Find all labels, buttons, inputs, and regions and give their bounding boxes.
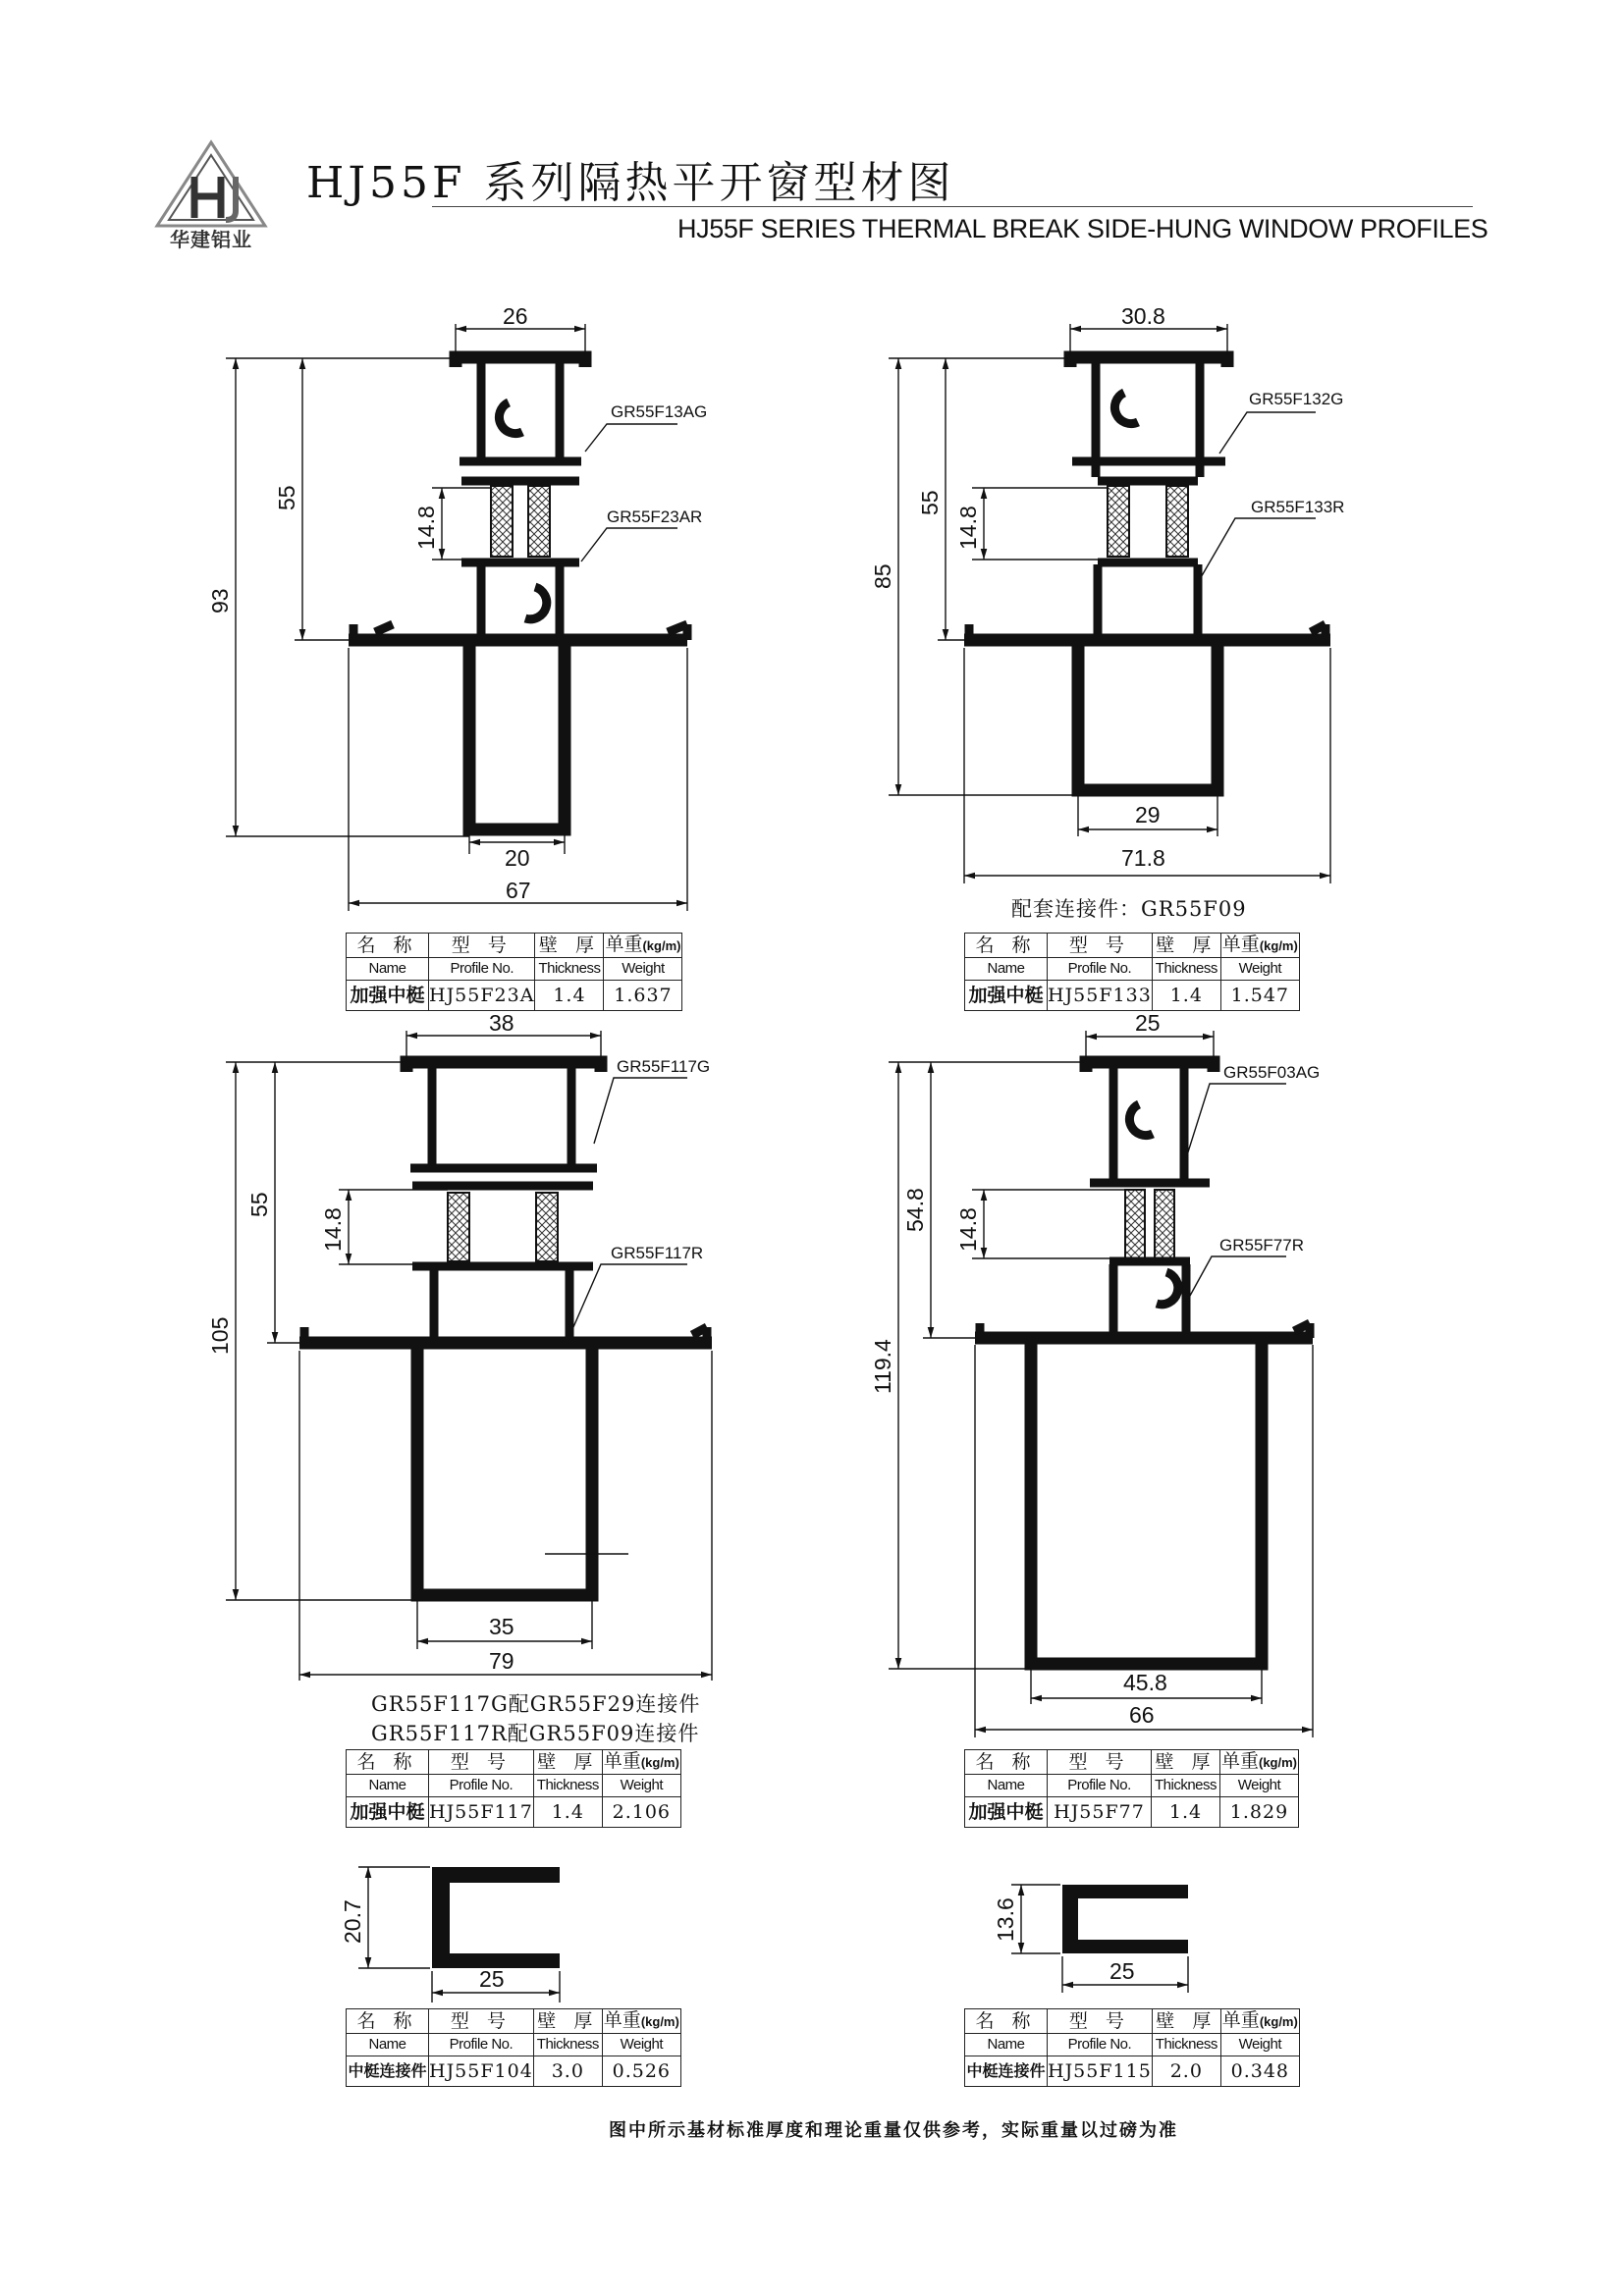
logo-text: 华建铝业 (170, 228, 252, 251)
th-profile-en: Profile No. (429, 958, 535, 981)
th-profile-en: Profile No. (1048, 2034, 1153, 2056)
th-thickness-en: Thickness (1152, 1775, 1220, 1797)
th-name-cn: 名 称 (965, 2009, 1048, 2034)
p1-strip-label-bottom: GR55F23AR (607, 507, 703, 526)
cell-weight: 0.526 (602, 2056, 680, 2087)
th-thickness-cn: 壁 厚 (533, 1750, 602, 1775)
p1-dim-strip: 14.8 (413, 506, 439, 550)
cell-name: 中梃连接件 (347, 2056, 429, 2087)
th-weight-en: Weight (1220, 2034, 1299, 2056)
th-thickness-cn: 壁 厚 (533, 2009, 602, 2034)
th-weight-cn: 单重(kg/m) (604, 934, 682, 958)
th-name-cn: 名 称 (347, 1750, 429, 1775)
th-thickness-cn: 壁 厚 (1152, 2009, 1220, 2034)
p4-dim-bottom-inner: 45.8 (1123, 1670, 1167, 1695)
p5-dim-width: 25 (479, 1966, 505, 1992)
cell-name: 加强中梃 (347, 981, 429, 1011)
p1-dim-bottom-total: 67 (506, 878, 531, 903)
cell-name: 加强中梃 (965, 981, 1048, 1011)
th-name-en: Name (965, 2034, 1048, 2056)
profile-1-drawing (207, 303, 707, 911)
th-profile-cn: 型 号 (1048, 2009, 1153, 2034)
p1-dim-top: 26 (503, 303, 528, 329)
cell-weight: 1.637 (604, 981, 682, 1011)
p2-dim-strip: 14.8 (955, 506, 981, 550)
p2-dim-height-total: 85 (870, 563, 895, 589)
cell-weight: 2.106 (602, 1797, 680, 1828)
cell-profile-no: HJ55F104 (429, 2056, 534, 2087)
cell-profile-no: HJ55F115 (1048, 2056, 1153, 2087)
spec-table-2 (964, 933, 1300, 1011)
th-profile-cn: 型 号 (429, 1750, 534, 1775)
th-weight-en: Weight (1220, 1775, 1299, 1797)
th-profile-en: Profile No. (1048, 958, 1153, 981)
profile-3-drawing (207, 1010, 712, 1681)
p3-dim-height-upper: 55 (246, 1192, 272, 1217)
cell-name: 加强中梃 (965, 1797, 1048, 1828)
th-profile-cn: 型 号 (1048, 934, 1153, 958)
page-title: HJ55F 系列隔热平开窗型材图 (306, 158, 955, 208)
th-name-en: Name (347, 958, 429, 981)
spec-table-6 (964, 2008, 1300, 2087)
p4-dim-top: 25 (1135, 1010, 1161, 1036)
spec-table-3 (346, 1749, 681, 1828)
th-thickness-cn: 壁 厚 (535, 934, 604, 958)
th-profile-cn: 型 号 (1048, 1750, 1152, 1775)
p4-strip-label-bottom: GR55F77R (1219, 1236, 1304, 1255)
p1-strip-label-top: GR55F13AG (611, 402, 708, 421)
th-name-en: Name (965, 958, 1048, 981)
cell-weight: 1.829 (1220, 1797, 1299, 1828)
th-thickness-en: Thickness (533, 2034, 602, 2056)
cell-profile-no: HJ55F77 (1048, 1797, 1152, 1828)
profile-2-drawing (870, 303, 1344, 883)
cell-thickness: 1.4 (1152, 1797, 1220, 1828)
th-thickness-en: Thickness (1152, 2034, 1220, 2056)
th-profile-en: Profile No. (429, 2034, 534, 2056)
th-name-cn: 名 称 (347, 934, 429, 958)
cell-profile-no: HJ55F117 (429, 1797, 534, 1828)
p3-strip-label-top: GR55F117G (617, 1057, 711, 1076)
cell-name: 中梃连接件 (965, 2056, 1048, 2087)
p3-connector-note-1: GR55F117G配GR55F29连接件 (371, 1692, 701, 1716)
p4-dim-height-total: 119.4 (870, 1339, 895, 1394)
p2-connector-note: 配套连接件：GR55F09 (1011, 897, 1247, 921)
cell-thickness: 1.4 (533, 1797, 602, 1828)
p3-dim-bottom-inner: 35 (489, 1614, 514, 1639)
p4-dim-height-upper: 54.8 (902, 1188, 928, 1232)
p2-dim-bottom-inner: 29 (1135, 802, 1161, 828)
spec-table-1 (346, 933, 682, 1011)
cell-thickness: 1.4 (535, 981, 604, 1011)
th-weight-cn: 单重(kg/m) (602, 1750, 680, 1775)
th-name-cn: 名 称 (965, 1750, 1048, 1775)
cell-profile-no: HJ55F133 (1048, 981, 1153, 1011)
profile-5-drawing (340, 1867, 560, 2002)
th-name-en: Name (347, 1775, 429, 1797)
p4-dim-strip: 14.8 (955, 1207, 981, 1252)
p1-dim-height-total: 93 (207, 588, 233, 614)
cell-name: 加强中梃 (347, 1797, 429, 1828)
th-profile-cn: 型 号 (429, 934, 535, 958)
p1-dim-height-upper: 55 (274, 485, 299, 510)
p4-strip-label-top: GR55F03AG (1223, 1063, 1321, 1082)
p5-dim-height: 20.7 (340, 1899, 365, 1944)
spec-table-4 (964, 1749, 1299, 1828)
th-weight-cn: 单重(kg/m) (1220, 1750, 1299, 1775)
spec-table-5 (346, 2008, 681, 2087)
th-weight-en: Weight (1220, 958, 1299, 981)
p2-strip-label-top: GR55F132G (1249, 390, 1344, 408)
footer-disclaimer: 图中所示基材标准厚度和理论重量仅供参考，实际重量以过磅为准 (609, 2120, 1178, 2141)
cell-thickness: 1.4 (1152, 981, 1220, 1011)
th-thickness-en: Thickness (535, 958, 604, 981)
cell-weight: 1.547 (1220, 981, 1299, 1011)
p1-dim-bottom-inner: 20 (505, 845, 530, 871)
cell-profile-no: HJ55F23A (429, 981, 535, 1011)
th-weight-en: Weight (602, 2034, 680, 2056)
th-weight-en: Weight (602, 1775, 680, 1797)
th-profile-cn: 型 号 (429, 2009, 534, 2034)
th-name-cn: 名 称 (347, 2009, 429, 2034)
p2-strip-label-bottom: GR55F133R (1251, 498, 1345, 516)
p2-dim-top: 30.8 (1121, 303, 1165, 329)
th-profile-en: Profile No. (429, 1775, 534, 1797)
th-weight-cn: 单重(kg/m) (602, 2009, 680, 2034)
profile-6-drawing (993, 1885, 1188, 1993)
profile-4-drawing (870, 1010, 1320, 1737)
p6-dim-width: 25 (1109, 1958, 1135, 1984)
cell-weight: 0.348 (1220, 2056, 1299, 2087)
th-thickness-en: Thickness (1152, 958, 1220, 981)
th-profile-en: Profile No. (1048, 1775, 1152, 1797)
th-thickness-en: Thickness (533, 1775, 602, 1797)
th-name-en: Name (965, 1775, 1048, 1797)
p3-dim-height-total: 105 (207, 1316, 233, 1355)
p2-dim-bottom-total: 71.8 (1121, 845, 1165, 871)
p4-dim-bottom-total: 66 (1129, 1702, 1155, 1728)
p3-dim-strip: 14.8 (320, 1207, 346, 1252)
p3-strip-label-bottom: GR55F117R (611, 1244, 704, 1262)
th-name-en: Name (347, 2034, 429, 2056)
p3-dim-top: 38 (489, 1010, 514, 1036)
th-thickness-cn: 壁 厚 (1152, 934, 1220, 958)
p2-dim-height-upper: 55 (917, 490, 943, 515)
p3-dim-bottom-total: 79 (489, 1648, 514, 1674)
p3-connector-note-2: GR55F117R配GR55F09连接件 (371, 1722, 700, 1745)
p6-dim-height: 13.6 (993, 1897, 1018, 1942)
th-thickness-cn: 壁 厚 (1152, 1750, 1220, 1775)
th-weight-en: Weight (604, 958, 682, 981)
th-weight-cn: 单重(kg/m) (1220, 2009, 1299, 2034)
th-weight-cn: 单重(kg/m) (1220, 934, 1299, 958)
th-name-cn: 名 称 (965, 934, 1048, 958)
page-subtitle: HJ55F SERIES THERMAL BREAK SIDE-HUNG WINDOW PROFILES (677, 214, 1488, 243)
cell-thickness: 2.0 (1152, 2056, 1220, 2087)
cell-thickness: 3.0 (533, 2056, 602, 2087)
